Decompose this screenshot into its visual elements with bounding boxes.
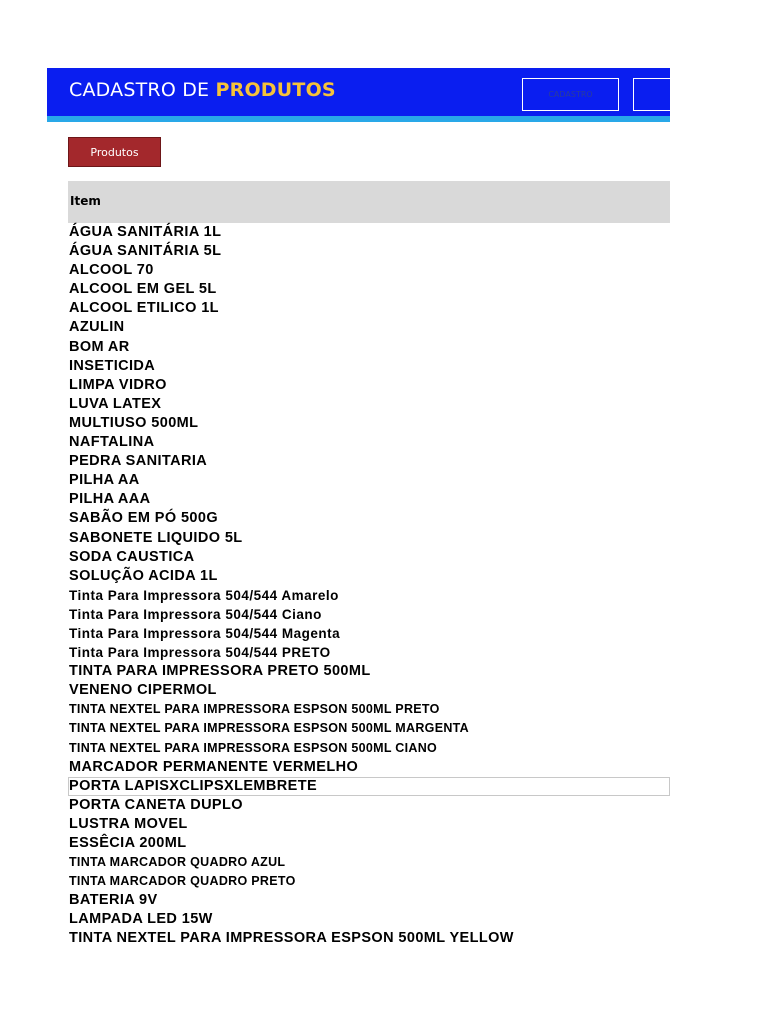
table-row[interactable]: LIMPA VIDRO [69, 376, 167, 393]
table-row[interactable]: TINTA MARCADOR QUADRO PRETO [69, 874, 296, 889]
table-row[interactable]: Tinta Para Impressora 504/544 Amarelo [69, 587, 339, 603]
column-header-item: Item [70, 194, 101, 208]
page-title-prefix: CADASTRO DE [69, 79, 216, 101]
table-row[interactable]: Tinta Para Impressora 504/544 Ciano [69, 606, 322, 622]
table-row[interactable]: PEDRA SANITARIA [69, 453, 208, 470]
table-row[interactable]: PILHA AAA [69, 491, 151, 508]
table-row[interactable]: SABÃO EM PÓ 500G [69, 510, 219, 527]
table-row[interactable]: TINTA PARA IMPRESSORA PRETO 500ML [69, 663, 371, 680]
table-row[interactable]: LUSTRA MOVEL [69, 815, 188, 832]
table-row[interactable]: ALCOOL ETILICO 1L [69, 300, 219, 317]
table-row[interactable]: TINTA NEXTEL PARA IMPRESSORA ESPSON 500ML YELLOW [69, 930, 514, 947]
table-row[interactable]: ESSÊCIA 200ML [69, 835, 187, 851]
table-row[interactable]: Tinta Para Impressora 504/544 Magenta [69, 625, 341, 641]
table-row[interactable]: ALCOOL EM GEL 5L [69, 281, 217, 298]
table-row[interactable]: MULTIUSO 500ML [69, 414, 199, 431]
table-row[interactable]: SODA CAUSTICA [69, 548, 195, 565]
table-row[interactable]: MARCADOR PERMANENTE VERMELHO [69, 758, 359, 775]
item-list [68, 223, 670, 949]
table-row[interactable]: Tinta Para Impressora 504/544 PRETO [69, 645, 331, 661]
header-secondary-button[interactable] [633, 78, 670, 111]
table-row[interactable]: SABONETE LIQUIDO 5L [69, 529, 243, 546]
table-row[interactable]: BATERIA 9V [69, 892, 158, 909]
page-title [69, 79, 336, 101]
table-row[interactable]: TINTA NEXTEL PARA IMPRESSORA ESPSON 500ML PRETO [69, 702, 440, 717]
table-row[interactable]: ÁGUA SANITÁRIA 1L [69, 224, 222, 240]
table-row[interactable]: INSETICIDA [69, 357, 156, 374]
table-row[interactable]: PORTA CANETA DUPLO [69, 796, 243, 813]
table-header [68, 181, 670, 223]
table-row[interactable]: PILHA AA [69, 472, 140, 489]
table-row[interactable]: BOM AR [69, 338, 130, 355]
table-row[interactable]: TINTA NEXTEL PARA IMPRESSORA ESPSON 500ML CIANO [69, 740, 438, 755]
page-title-accent: PRODUTOS [215, 79, 336, 101]
table-row[interactable]: VENENO CIPERMOL [69, 682, 217, 699]
table-row[interactable]: TINTA NEXTEL PARA IMPRESSORA ESPSON 500ML MARGENTA [69, 721, 469, 736]
cadastro-button[interactable]: CADASTRO [522, 78, 619, 111]
table-row[interactable]: LUVA LATEX [69, 395, 162, 412]
table-row[interactable]: ÁGUA SANITÁRIA 5L [69, 243, 222, 260]
table-row[interactable]: TINTA MARCADOR QUADRO AZUL [69, 855, 286, 870]
table-row[interactable]: PORTA LAPISXCLIPSXLEMBRETE [68, 777, 670, 796]
table-row[interactable]: SOLUÇÃO ACIDA 1L [69, 567, 218, 584]
table-row[interactable]: LAMPADA LED 15W [69, 911, 213, 928]
table-row[interactable]: ALCOOL 70 [69, 262, 154, 279]
table-row[interactable]: AZULIN [69, 319, 125, 336]
table-row[interactable]: NAFTALINA [69, 434, 155, 451]
header-bar [47, 68, 670, 122]
produtos-button[interactable]: Produtos [68, 137, 161, 167]
